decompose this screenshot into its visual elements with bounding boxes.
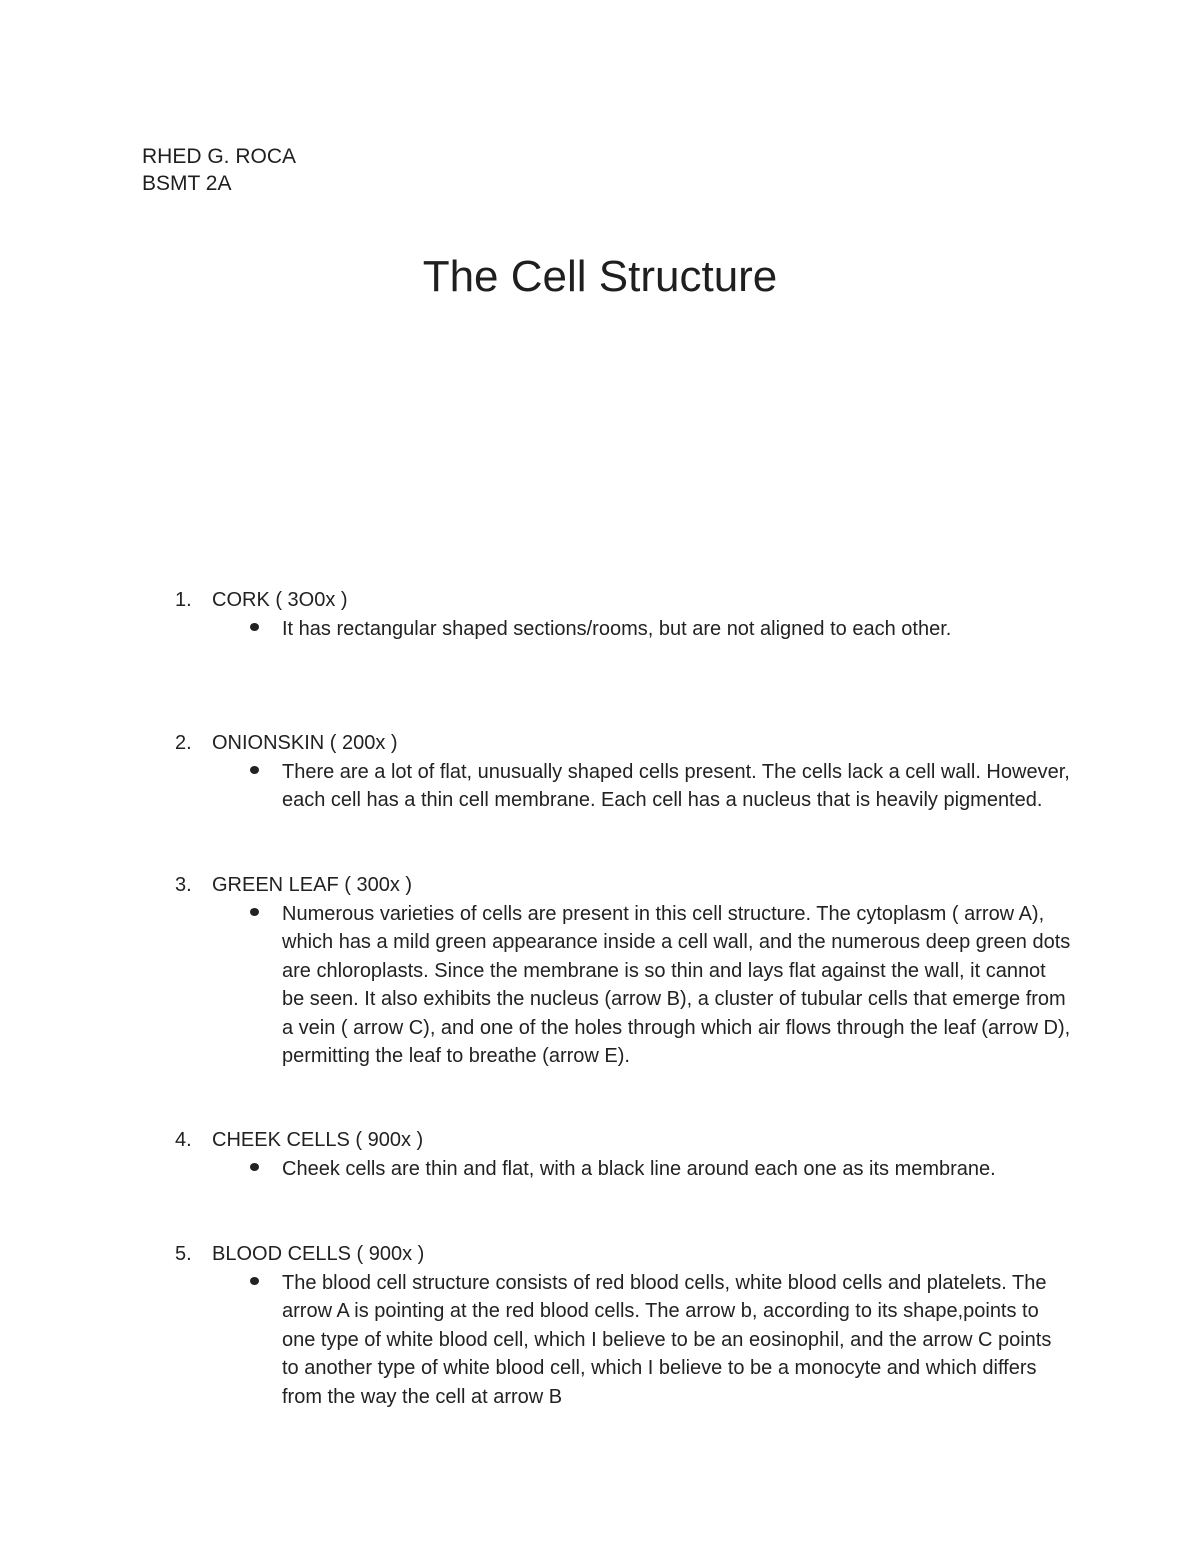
list-item-description: It has rectangular shaped sections/rooms, but are not aligned to each other.: [282, 617, 952, 640]
list-item-description: Cheek cells are thin and flat, with a black line around each one as its membrane.: [282, 1157, 996, 1180]
list-item-number: 1.: [175, 589, 192, 611]
list-item-description: The blood cell structure consists of red blood cells, white blood cells and platelets. The arrow A is pointing at the red blood cells. The arrow b, according to its shape,points to one type of white blood cell, which I believe to be an eosinophil, and the arrow C points to another type of white blood cell, which I believe to be a monocyte and which differs from the way the cell at arrow B: [282, 1271, 1052, 1408]
list-item-heading: [142, 729, 398, 758]
list-item-heading: [142, 586, 348, 615]
list-item-number: 4.: [175, 1129, 192, 1151]
bullet-icon: [250, 1277, 259, 1285]
bullet-icon: [250, 623, 259, 631]
author-name: RHED G. ROCA: [142, 145, 297, 168]
list-item-heading: [142, 1126, 423, 1155]
bullet-icon: [250, 1163, 259, 1171]
list-item-title: ONIONSKIN ( 200x ): [212, 732, 398, 754]
author-section: BSMT 2A: [142, 172, 232, 195]
list-item-title: CHEEK CELLS ( 900x ): [212, 1129, 424, 1151]
list-item-title: GREEN LEAF ( 300x ): [212, 874, 413, 896]
page-title: The Cell Structure: [422, 252, 778, 301]
bullet-icon: [250, 766, 259, 774]
list-item-description: There are a lot of flat, unusually shaped cells present. The cells lack a cell wall. However, each cell has a thin cell membrane. Each cell has a nucleus that is heavily pigmented.: [282, 760, 1070, 811]
list-item-title: BLOOD CELLS ( 900x ): [212, 1243, 425, 1265]
list-item-title: CORK ( 3O0x ): [212, 589, 348, 611]
list-item-number: 3.: [175, 874, 192, 896]
list-item-number: 2.: [175, 732, 192, 754]
list-item-description: Numerous varieties of cells are present in this cell structure. The cytoplasm ( arrow A), which has a mild green appearance inside a cell wall, and the numerous deep green dots are chloroplasts. Since the membrane is so thin and lays flat against the wall, it cannot be seen. It also exhibits the nucleus (arrow B), a cluster of tubular cells that emerge from a vein ( arrow C), and one of the holes through which air flows through the leaf (arrow D), permitting the leaf to breathe (arrow E).: [282, 902, 1071, 1067]
bullet-icon: [250, 908, 259, 916]
list-item-heading: [142, 871, 412, 900]
list-item-number: 5.: [175, 1243, 192, 1265]
list-item-heading: [142, 1240, 424, 1269]
